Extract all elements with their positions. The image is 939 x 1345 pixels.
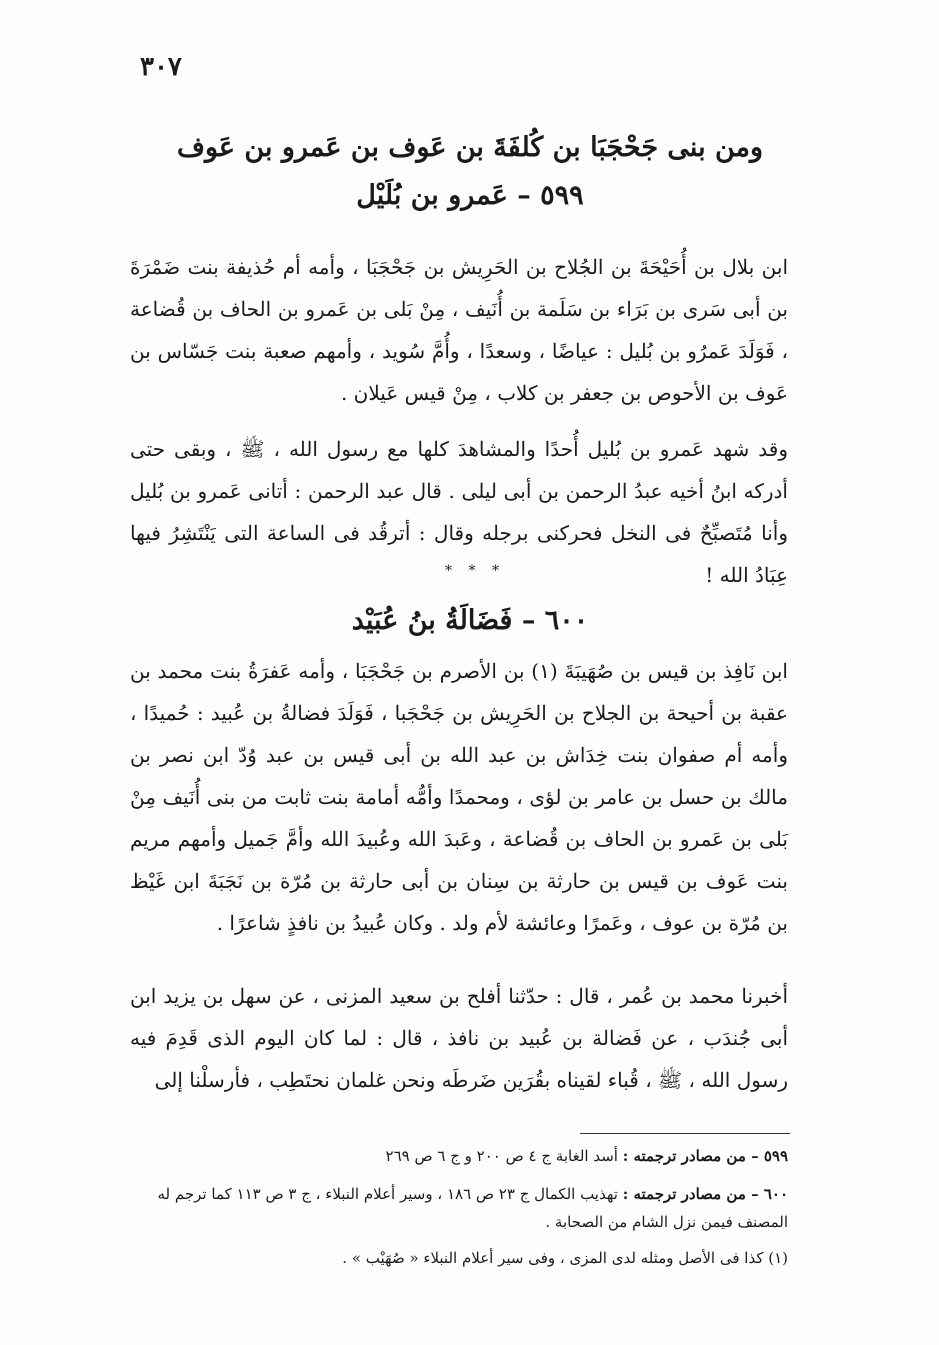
footnote-1: (١) كذا فى الأصل ومثله لدى المزى ، وفى سير أعلام النبلاء « صُهَيْب » .	[342, 1249, 788, 1267]
footnote-600-label: ٦٠٠ – من مصادر ترجمته :	[622, 1185, 788, 1203]
entry-600-paragraph-2: أخبرنا محمد بن عُمر ، قال : حدّثنا أفلح بن سعيد المزنى ، عن سهل بن يزيد ابن أبى جُندَب ، عن فَضالة بن عُبيد بن نافذ ، قال : لما كان اليوم الذى قَدِمَ فيه رسول الله ، ﷺ ، قُباء لقيناه بقُرَين ضَرطَه ونحن غلمان نحتَطِب ، فأرسلْنا إلى	[130, 984, 788, 1092]
footnote-600-text: تهذيب الكمال ج ٢٣ ص ١٨٦ ، وسير أعلام النبلاء ، ج ٣ ص ١١٣ كما ترجم له المصنف فيمن نزل الشام من الصحابة .	[157, 1185, 788, 1231]
section-title: ومن بنى جَحْجَبَا بن كُلفَةَ بن عَوف بن عَمرو بن عَوف	[176, 132, 764, 163]
entry-599-title: ٥٩٩ – عَمرو بن بُلَيْل	[356, 180, 584, 211]
entry-599-paragraph-1: ابن بلال بن أُحَيْحَةَ بن الجُلاح بن الحَرِيش بن جَحْجَبَا ، وأمه أم حُذيفة بنت ضَمْرَةَ بن أبى سَرى بن بَرَاء بن سَلَمة بن أُنَيف ، مِنْ بَلى بن عَمرو بن الحاف بن قُضاعة ، فَوَلَدَ عَمرُو بن بُليل : عياضًا ، وسعدًا ، وأُمَّ سُويد ، وأمهم صعبة بنت جَسّاس بن عَوف بن الأحوص بن جعفر بن كلاب ، مِنْ قيس عَيلان .	[130, 255, 788, 405]
footnote-divider	[580, 1133, 790, 1134]
entry-599-paragraph-2: وقد شهد عَمرو بن بُليل أُحدًا والمشاهدَ كلها مع رسول الله ، ﷺ ، وبقى حتى أدركه ابنُ أخيه عبدُ الرحمن بن أبى ليلى . قال عبد الرحمن : أتانى عَمرو بن بُليل وأنا مُتَصبِّحٌ فى النخل فحركنى برجله وقال : أترقُد فى الساعة التى يَنْتَشِرُ فيها عِبَادُ الله !	[130, 437, 788, 587]
footnote-599	[130, 1142, 788, 1170]
page-number: ٣٠٧	[140, 52, 182, 82]
entry-600-title: ٦٠٠ – فَضَالَةُ بنُ عُبَيْد	[351, 605, 589, 636]
section-separator: * * *	[445, 563, 505, 579]
footnote-599-text: أسد الغابة ج ٤ ص ٢٠٠ و ج ٦ ص ٢٦٩	[385, 1147, 618, 1165]
footnote-599-label: ٥٩٩ – من مصادر ترجمته :	[622, 1147, 788, 1165]
footnote-600	[130, 1180, 788, 1236]
entry-600-paragraph-1: ابن نَافِذ بن قيس بن صُهَيبَةَ (١) بن الأصرم بن جَحْجَبَا ، وأمه عَفرَةُ بنت محمد بن عقبة بن أحيحة بن الجلاح بن الحَرِيش بن جَحْجَبا ، فَوَلَدَ فضالةُ بن عُبيد : حُميدًا ، وأمه أم صفوان بنت خِدَاش بن عبد الله بن أبى قيس بن عبد وُدّ ابن نصر بن مالك بن حسل بن عامر بن لؤى ، ومحمدًا وأمُّه أمامة بنت ثابت من بنى أُنَيف مِنْ بَلى بن عَمرو بن الحاف بن قُضاعة ، وعَبدَ الله وعُبيدَ الله وأمَّ جَميل وأمهم مريم بنت عَوف بن قيس بن حارثة بن سِنان بن أبى حارثة بن مُرّة بن نَجَبَةَ ابن غَيْظ بن مُرّة بن عوف ، وعَمرًا وعائشة لأم ولد . وكان عُبيدُ بن نافذٍ شاعرًا .	[130, 659, 788, 935]
